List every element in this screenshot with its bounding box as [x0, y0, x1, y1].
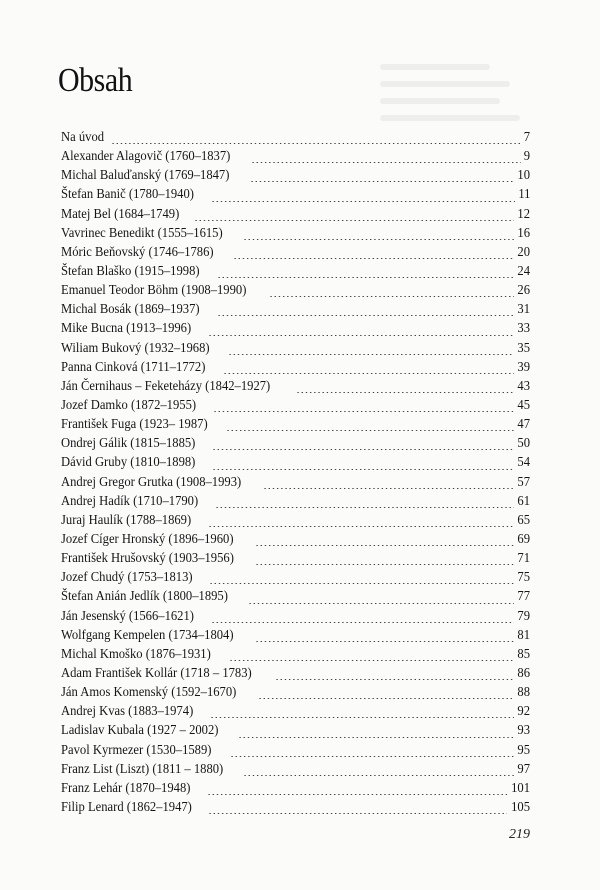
toc-entry[interactable]: [61, 779, 530, 798]
toc-entry-page: 7: [523, 130, 530, 145]
toc-entry-page: 88: [517, 685, 530, 701]
toc-entry-title: Ján Černihaus – Feketeházy (1842–1927): [61, 378, 271, 394]
toc-entry-page: 69: [517, 531, 530, 547]
toc-entry-page: 9: [523, 149, 530, 165]
toc-entry-title: Ján Amos Komenský (1592–1670): [61, 685, 237, 701]
page-title: Obsah: [58, 62, 133, 99]
toc-entry-page: 81: [517, 627, 530, 643]
toc-entry-title: Alexander Alagovič (1760–1837): [61, 149, 231, 165]
toc-entry-title: Dávid Gruby (1810–1898): [61, 455, 196, 471]
dot-leader: [229, 660, 514, 661]
toc-entry[interactable]: [61, 281, 530, 300]
toc-entry-page: 95: [517, 742, 530, 758]
toc-entry[interactable]: [61, 549, 530, 568]
toc-entry-title: Panna Cinková (1711–1772): [61, 359, 206, 375]
dot-leader: [207, 794, 507, 795]
toc-entry[interactable]: [61, 492, 530, 511]
toc-entry-page: 20: [517, 244, 530, 260]
toc-entry-title: Andrej Kvas (1883–1974): [61, 704, 194, 720]
toc-entry-title: Wolfgang Kempelen (1734–1804): [61, 627, 234, 643]
toc-entry[interactable]: [61, 415, 530, 434]
dot-leader: [233, 258, 514, 259]
toc-entry-page: 10: [517, 168, 530, 184]
toc-entry[interactable]: [61, 166, 530, 185]
toc-entry-title: Juraj Haulík (1788–1869): [61, 512, 192, 528]
toc-entry-page: 85: [517, 646, 530, 662]
dot-leader: [243, 775, 514, 776]
toc-entry-title: Emanuel Teodor Böhm (1908–1990): [61, 283, 247, 299]
toc-entry[interactable]: [61, 664, 530, 683]
toc-entry-title: Móric Beňovský (1746–1786): [61, 244, 214, 260]
toc-entry[interactable]: [61, 224, 530, 243]
toc-entry-title: Štefan Anián Jedlík (1800–1895): [61, 589, 228, 605]
toc-entry-title: Andrej Hadík (1710–1790): [61, 493, 199, 509]
toc-entry-title: Štefan Banič (1780–1940): [61, 187, 194, 203]
toc-entry-title: Ján Jesenský (1566–1621): [61, 608, 194, 624]
toc-entry[interactable]: [61, 434, 530, 453]
toc-entry-page: 101: [511, 780, 530, 796]
dot-leader: [213, 411, 514, 412]
toc-entry-page: 24: [517, 263, 530, 279]
toc-entry-page: 71: [517, 551, 530, 567]
toc-entry-page: 39: [517, 359, 530, 375]
toc-entry-page: 50: [517, 436, 530, 452]
toc-entry-page: 57: [517, 474, 530, 490]
dot-leader: [255, 641, 514, 642]
page-number: 219: [509, 827, 530, 842]
dot-leader: [250, 181, 514, 182]
dot-leader: [263, 488, 514, 489]
toc-entry-page: 31: [517, 302, 530, 318]
dot-leader: [243, 239, 514, 240]
dot-leader: [111, 143, 521, 144]
toc-entry[interactable]: [61, 339, 530, 358]
toc-entry-page: 92: [517, 704, 530, 720]
toc-entry-page: 45: [517, 397, 530, 413]
dot-leader: [217, 315, 514, 316]
toc-entry[interactable]: [61, 721, 530, 740]
dot-leader: [251, 162, 521, 163]
toc-entry[interactable]: [61, 587, 530, 606]
toc-entry-title: Ladislav Kubala (1927 – 2002): [61, 723, 219, 739]
toc-entry[interactable]: [61, 473, 530, 492]
dot-leader: [269, 296, 514, 297]
dot-leader: [275, 679, 514, 680]
toc-entry[interactable]: [61, 205, 530, 224]
dot-leader: [255, 564, 514, 565]
toc-entry[interactable]: [61, 511, 530, 530]
toc-entry[interactable]: [61, 702, 530, 721]
dot-leader: [217, 277, 514, 278]
toc-entry[interactable]: [61, 645, 530, 664]
dot-leader: [258, 698, 514, 699]
toc-entry[interactable]: [61, 358, 530, 377]
toc-entry-page: 16: [517, 225, 530, 241]
dot-leader: [212, 449, 514, 450]
toc-entry-title: Michal Bosák (1869–1937): [61, 302, 200, 318]
toc-entry[interactable]: [61, 760, 530, 779]
toc-entry-title: Michal Baluďanský (1769–1847): [61, 168, 230, 184]
toc-entry-title: František Fuga (1923– 1987): [61, 417, 208, 433]
dot-leader: [248, 603, 514, 604]
toc-entry-title: Jozef Damko (1872–1955): [61, 397, 197, 413]
toc-entry-page: 79: [517, 608, 530, 624]
table-of-contents: [61, 128, 530, 817]
toc-entry-page: 26: [517, 283, 530, 299]
toc-entry-page: 54: [517, 455, 530, 471]
dot-leader: [211, 622, 514, 623]
toc-entry-title: Matej Bel (1684–1749): [61, 206, 180, 222]
toc-entry-page: 77: [517, 589, 530, 605]
dot-leader: [215, 507, 514, 508]
toc-entry-page: 12: [517, 206, 530, 222]
toc-entry[interactable]: [61, 128, 530, 147]
toc-entry[interactable]: [61, 568, 530, 587]
dot-leader: [296, 392, 515, 393]
toc-entry-title: Mike Bucna (1913–1996): [61, 321, 192, 337]
toc-entry-title: Michal Kmoško (1876–1931): [61, 646, 211, 662]
toc-entry-title: František Hrušovský (1903–1956): [61, 551, 234, 567]
toc-entry-page: 65: [517, 512, 530, 528]
dot-leader: [255, 545, 514, 546]
toc-entry-page: 75: [517, 570, 530, 586]
toc-entry-title: Adam František Kollár (1718 – 1783): [61, 665, 252, 681]
toc-entry[interactable]: [61, 626, 530, 645]
toc-entry-title: Štefan Blaško (1915–1998): [61, 263, 200, 279]
toc-entry-page: 47: [517, 417, 530, 433]
toc-entry-title: Filip Lenard (1862–1947): [61, 799, 192, 815]
dot-leader: [223, 373, 514, 374]
toc-entry-title: Na úvod: [61, 130, 105, 145]
dot-leader: [194, 220, 514, 221]
toc-entry[interactable]: [61, 319, 530, 338]
toc-entry-page: 97: [517, 761, 530, 777]
dot-leader: [210, 717, 514, 718]
toc-entry-title: Pavol Kyrmezer (1530–1589): [61, 742, 212, 758]
toc-entry-title: Andrej Gregor Grutka (1908–1993): [61, 474, 242, 490]
toc-entry-page: 105: [511, 799, 530, 815]
dot-leader: [230, 756, 514, 757]
toc-entry[interactable]: [61, 683, 530, 702]
toc-entry-page: 33: [517, 321, 530, 337]
toc-entry[interactable]: [61, 262, 530, 281]
dot-leader: [209, 583, 514, 584]
toc-entry[interactable]: [61, 377, 530, 396]
dot-leader: [208, 526, 514, 527]
toc-entry-page: 61: [517, 493, 530, 509]
toc-entry[interactable]: [61, 396, 530, 415]
toc-entry-title: Ondrej Gálik (1815–1885): [61, 436, 196, 452]
dot-leader: [212, 469, 514, 470]
dot-leader: [226, 430, 514, 431]
toc-entry[interactable]: [61, 798, 530, 817]
toc-entry[interactable]: [61, 741, 530, 760]
toc-entry-title: Jozef Chudý (1753–1813): [61, 570, 193, 586]
dot-leader: [238, 737, 514, 738]
toc-entry-title: Franz List (Liszt) (1811 – 1880): [61, 761, 224, 777]
dot-leader: [208, 335, 514, 336]
toc-entry[interactable]: [61, 530, 530, 549]
toc-entry-page: 86: [517, 665, 530, 681]
toc-entry[interactable]: [61, 300, 530, 319]
toc-entry[interactable]: [61, 243, 530, 262]
toc-entry[interactable]: [61, 185, 530, 204]
toc-entry-page: 11: [517, 187, 530, 203]
toc-entry-page: 93: [517, 723, 530, 739]
toc-entry[interactable]: [61, 147, 530, 166]
toc-entry-title: Jozef Cíger Hronský (1896–1960): [61, 531, 234, 547]
toc-entry-page: 35: [517, 340, 530, 356]
dot-leader: [208, 813, 507, 814]
toc-entry-title: Wiliam Bukový (1932–1968): [61, 340, 210, 356]
toc-entry-title: Vavrinec Benedikt (1555–1615): [61, 225, 223, 241]
toc-entry-page: 43: [517, 378, 530, 394]
dot-leader: [211, 201, 515, 202]
dot-leader: [228, 354, 514, 355]
toc-entry[interactable]: [61, 607, 530, 626]
toc-entry-title: Franz Lehár (1870–1948): [61, 780, 191, 796]
toc-entry[interactable]: [61, 453, 530, 472]
